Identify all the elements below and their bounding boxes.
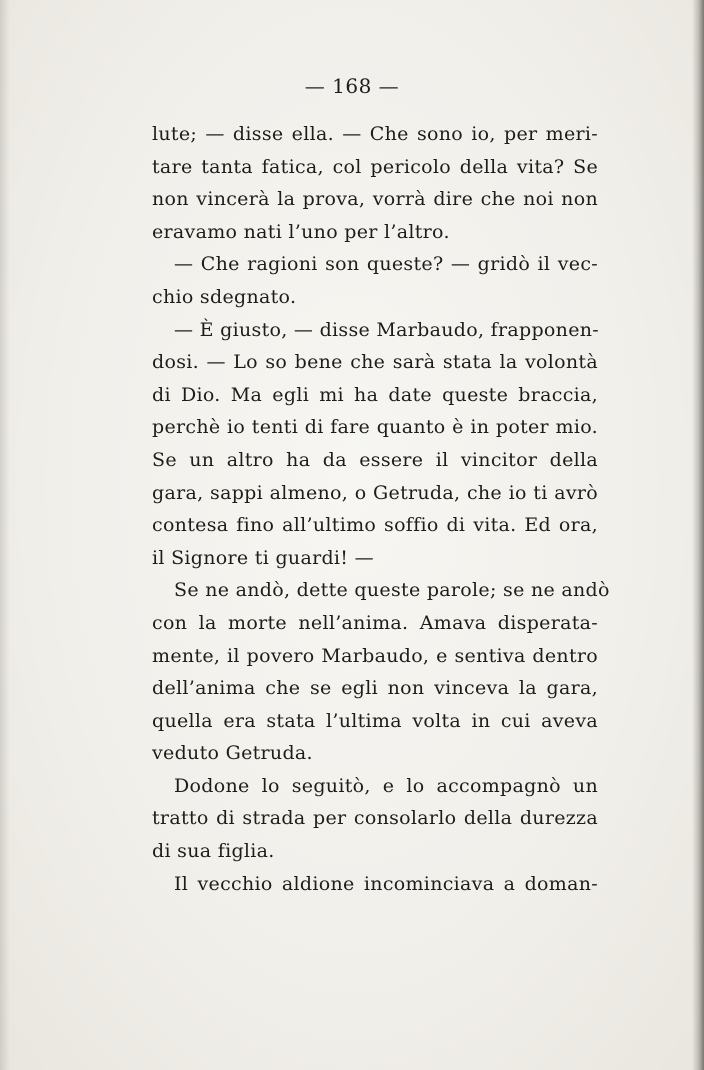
page-right-edge	[692, 0, 704, 1070]
text-line: non vincerà la prova, vorrà dire che noi non	[152, 188, 598, 211]
text-line: Il vecchio aldione incominciava a doman-	[174, 872, 598, 895]
text-line: mente, il povero Marbaudo, e sentiva dentro	[152, 644, 598, 667]
text-line: Se ne andò, dette queste parole; se ne andò	[174, 579, 610, 602]
text-line: — È giusto, — disse Marbaudo, frapponen-	[174, 318, 600, 341]
text-line: Dodone lo seguitò, e lo accompagnò un	[174, 774, 598, 797]
text-line: dell’anima che se egli non vinceva la gara,	[152, 677, 598, 700]
text-line: chio sdegnato.	[152, 285, 297, 308]
text-line: veduto Getruda.	[152, 742, 313, 765]
text-line: contesa fino all’ultimo soffio di vita. Ed ora,	[152, 514, 598, 537]
text-line: Se un altro ha da essere il vincitor della	[152, 448, 598, 471]
text-line: eravamo nati l’uno per l’altro.	[152, 220, 450, 243]
text-line: dosi. — Lo so bene che sarà stata la volontà	[152, 351, 598, 374]
text-line: gara, sappi almeno, o Getruda, che io ti avrò	[152, 481, 598, 504]
text-line: quella era stata l’ultima volta in cui aveva	[152, 709, 598, 732]
page-left-shadow	[0, 0, 10, 1070]
text-line: di sua figlia.	[152, 840, 275, 863]
text-line: il Signore ti guardi! —	[152, 546, 374, 569]
text-line: lute; — disse ella. — Che sono io, per meri-	[152, 123, 598, 145]
page-number: — 168 —	[304, 74, 400, 98]
text-line: tare tanta fatica, col pericolo della vita? Se	[152, 155, 598, 178]
body-text	[152, 118, 610, 900]
text-line: tratto di strada per consolarlo della durezza	[152, 807, 598, 830]
text-line: perchè io tenti di fare quanto è in poter mio.	[152, 416, 598, 439]
text-line: di Dio. Ma egli mi ha date queste braccia,	[152, 383, 598, 406]
text-line: — Che ragioni son queste? — gridò il vec-	[174, 253, 598, 276]
text-line: con la morte nell’anima. Amava disperata-	[152, 611, 598, 634]
